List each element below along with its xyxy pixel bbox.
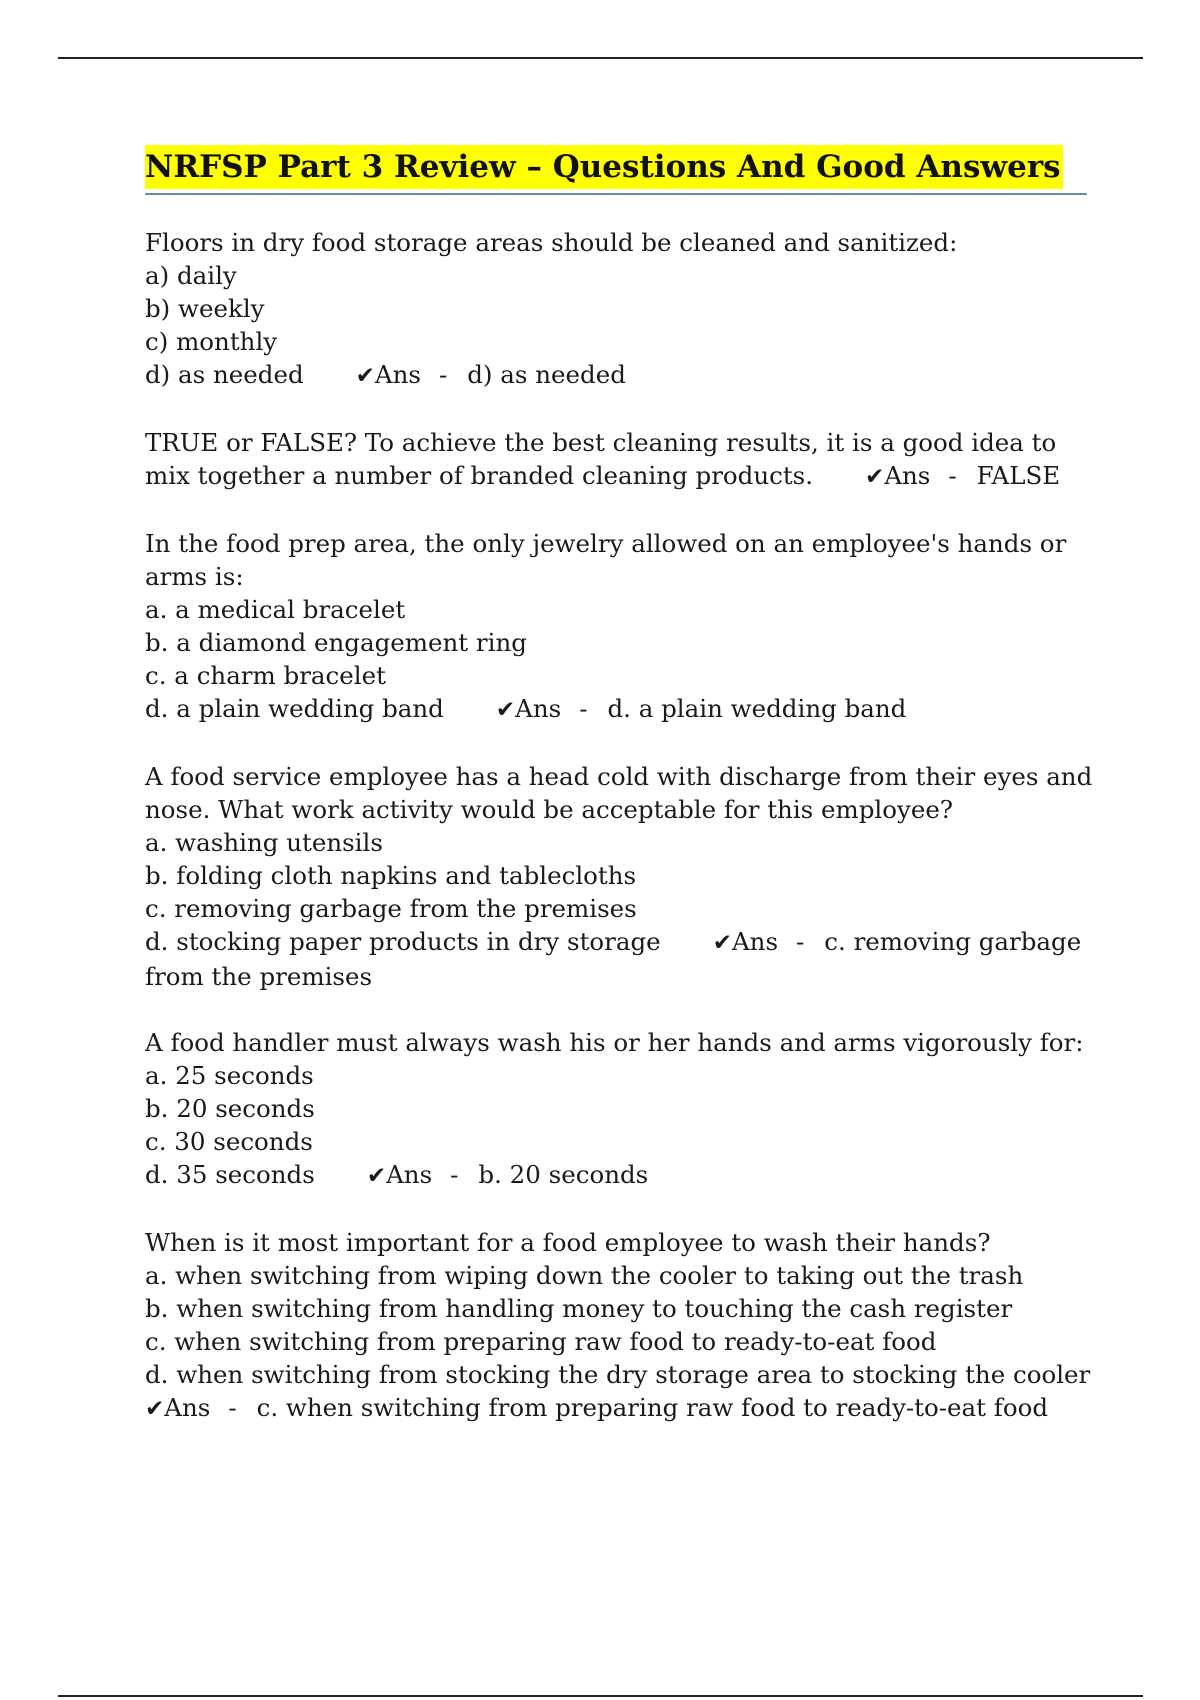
checkmark-icon: ✔: [355, 363, 375, 389]
option: d. when switching from stocking the dry storage area to stocking the cooler: [145, 1360, 1091, 1389]
answer-label: Ans: [374, 360, 421, 389]
answer-label: Ans: [731, 927, 779, 956]
document-body: [145, 226, 1095, 1459]
question-text: TRUE or FALSE? To achieve the best cleaning results, it is a good idea to: [145, 428, 1057, 457]
option: a. washing utensils: [145, 828, 383, 857]
header-rule: [58, 57, 1143, 59]
document-title: NRFSP Part 3 Review – Questions And Good Answers: [145, 145, 1063, 189]
option: b. when switching from handling money to touching the cash register: [145, 1294, 1013, 1323]
checkmark-icon: ✔: [712, 930, 732, 956]
question-text: In the food prep area, the only jewelry allowed on an employee's hands or: [145, 529, 1067, 558]
answer-text: d) as needed: [467, 360, 626, 389]
option: d. stocking paper products in dry storage: [145, 927, 661, 956]
answer-separator: -: [228, 1393, 237, 1422]
answer-text: c. when switching from preparing raw food to ready-to-eat food: [256, 1393, 1049, 1422]
question-text: Floors in dry food storage areas should be cleaned and sanitized:: [145, 228, 958, 257]
option: a. a medical bracelet: [145, 595, 406, 624]
answer-line: [145, 1158, 1095, 1193]
question-text: When is it most important for a food employee to wash their hands?: [145, 1228, 991, 1257]
option: d) as needed: [145, 360, 304, 389]
checkmark-icon: ✔: [865, 464, 885, 490]
answer-separator: -: [438, 360, 448, 389]
answer-marker: [713, 927, 825, 956]
answer-label: Ans: [884, 461, 931, 490]
question-text: nose. What work activity would be acceptable for this employee?: [145, 795, 953, 824]
answer-label: Ans: [164, 1393, 211, 1422]
option: d. a plain wedding band: [145, 694, 444, 723]
answer-marker: [145, 1393, 257, 1422]
question-text: mix together a number of branded cleaning products.: [145, 461, 814, 490]
answer-line: [145, 358, 1095, 393]
title-block: [145, 145, 1087, 195]
answer-text: d. a plain wedding band: [607, 694, 907, 723]
answer-label: Ans: [515, 694, 562, 723]
option: b) weekly: [145, 294, 265, 323]
option: a. when switching from wiping down the cooler to taking out the trash: [145, 1261, 1024, 1290]
option: c. removing garbage from the premises: [145, 894, 637, 923]
answer-line: [145, 459, 1095, 494]
option: b. 20 seconds: [145, 1094, 315, 1123]
answer-line: [145, 925, 1095, 960]
answer-marker: [356, 360, 468, 389]
answer-text: from the premises: [145, 962, 373, 991]
question-1: [145, 226, 1095, 393]
option: a. 25 seconds: [145, 1061, 314, 1090]
question-3: [145, 527, 1095, 727]
option: b. folding cloth napkins and tablecloths: [145, 861, 637, 890]
answer-separator: -: [948, 461, 957, 490]
question-6: [145, 1226, 1095, 1426]
answer-separator: -: [450, 1160, 459, 1189]
checkmark-icon: ✔: [366, 1163, 387, 1189]
question-text: A food service employee has a head cold with discharge from their eyes and: [145, 762, 1093, 791]
answer-line: [145, 1391, 1095, 1426]
question-2: [145, 426, 1095, 494]
answer-text: FALSE: [976, 461, 1061, 490]
option: a) daily: [145, 261, 237, 290]
option: c. when switching from preparing raw food to ready-to-eat food: [145, 1327, 937, 1356]
answer-text: b. 20 seconds: [478, 1160, 649, 1189]
answer-marker: [865, 461, 977, 490]
question-5: [145, 1026, 1095, 1193]
option: c. a charm bracelet: [145, 661, 386, 690]
question-text: A food handler must always wash his or her hands and arms vigorously for:: [145, 1028, 1084, 1057]
footer-rule: [58, 1695, 1143, 1697]
answer-separator: -: [579, 694, 588, 723]
answer-line: [145, 692, 1095, 727]
option: b. a diamond engagement ring: [145, 628, 527, 657]
answer-marker: [496, 694, 608, 723]
answer-marker: [367, 1160, 479, 1189]
option: c. 30 seconds: [145, 1127, 313, 1156]
answer-separator: -: [796, 927, 805, 956]
checkmark-icon: ✔: [145, 1396, 165, 1422]
answer-label: Ans: [386, 1160, 433, 1189]
question-text: arms is:: [145, 562, 244, 591]
checkmark-icon: ✔: [495, 697, 516, 723]
option: c) monthly: [145, 327, 278, 356]
option: d. 35 seconds: [145, 1160, 315, 1189]
question-4: [145, 760, 1095, 993]
answer-text: c. removing garbage: [824, 927, 1082, 956]
